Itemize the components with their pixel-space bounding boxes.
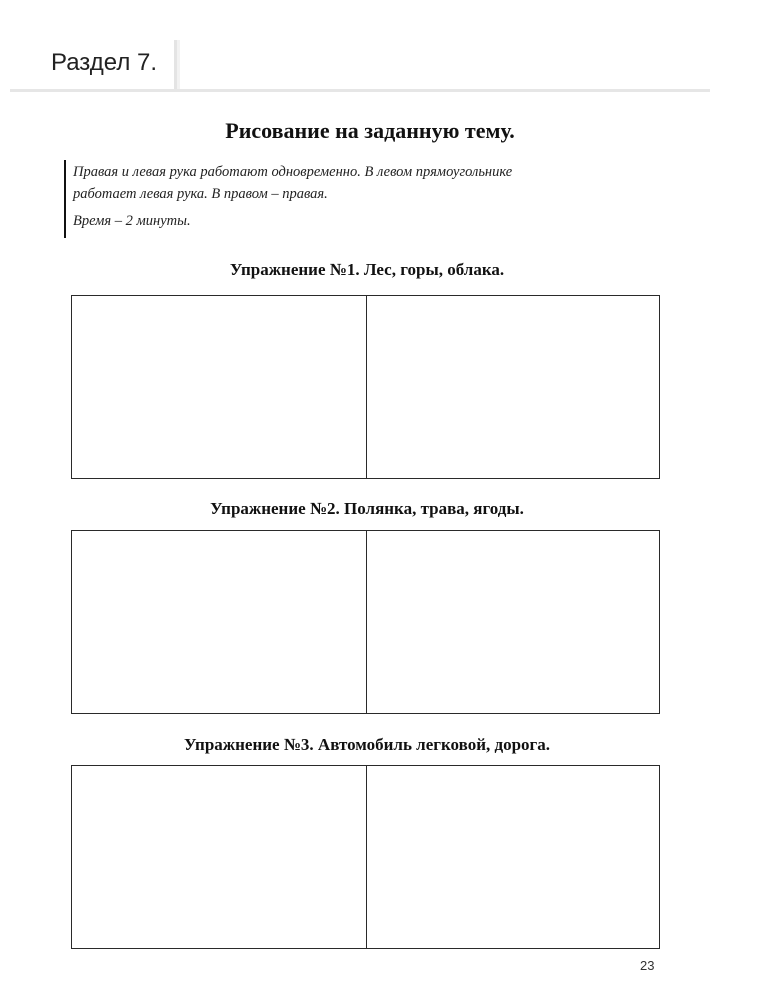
exercise-3-right-hand-area[interactable] bbox=[366, 766, 659, 948]
instruction-marker-bar bbox=[64, 160, 66, 238]
exercise-2-drawing-panel bbox=[71, 530, 660, 714]
exercise-1-left-hand-area[interactable] bbox=[72, 296, 367, 478]
exercise-1-drawing-panel bbox=[71, 295, 660, 479]
page-title: Рисование на заданную тему. bbox=[225, 118, 515, 143]
exercise-2-left-hand-area[interactable] bbox=[72, 531, 367, 713]
instruction-line-1: Правая и левая рука работают одновременно. В левом прямоугольнике bbox=[73, 164, 513, 180]
instruction-time: Время – 2 минуты. bbox=[73, 213, 191, 229]
exercise-1-title: Упражнение №1. Лес, горы, облака. bbox=[229, 260, 505, 279]
instruction-line-2: работает левая рука. В правом – правая. bbox=[73, 186, 328, 202]
page-number: 23 bbox=[640, 958, 655, 973]
exercise-3-drawing-panel bbox=[71, 765, 660, 949]
header-divider bbox=[10, 89, 710, 92]
exercise-2-title: Упражнение №2. Полянка, трава, ягоды. bbox=[210, 499, 524, 518]
exercise-3-title: Упражнение №3. Автомобиль легковой, дорога. bbox=[183, 735, 551, 754]
section-tab bbox=[36, 40, 174, 92]
exercise-3-left-hand-area[interactable] bbox=[72, 766, 367, 948]
exercise-1-right-hand-area[interactable] bbox=[366, 296, 659, 478]
exercise-2-right-hand-area[interactable] bbox=[366, 531, 659, 713]
section-title: Раздел 7. bbox=[51, 49, 158, 76]
